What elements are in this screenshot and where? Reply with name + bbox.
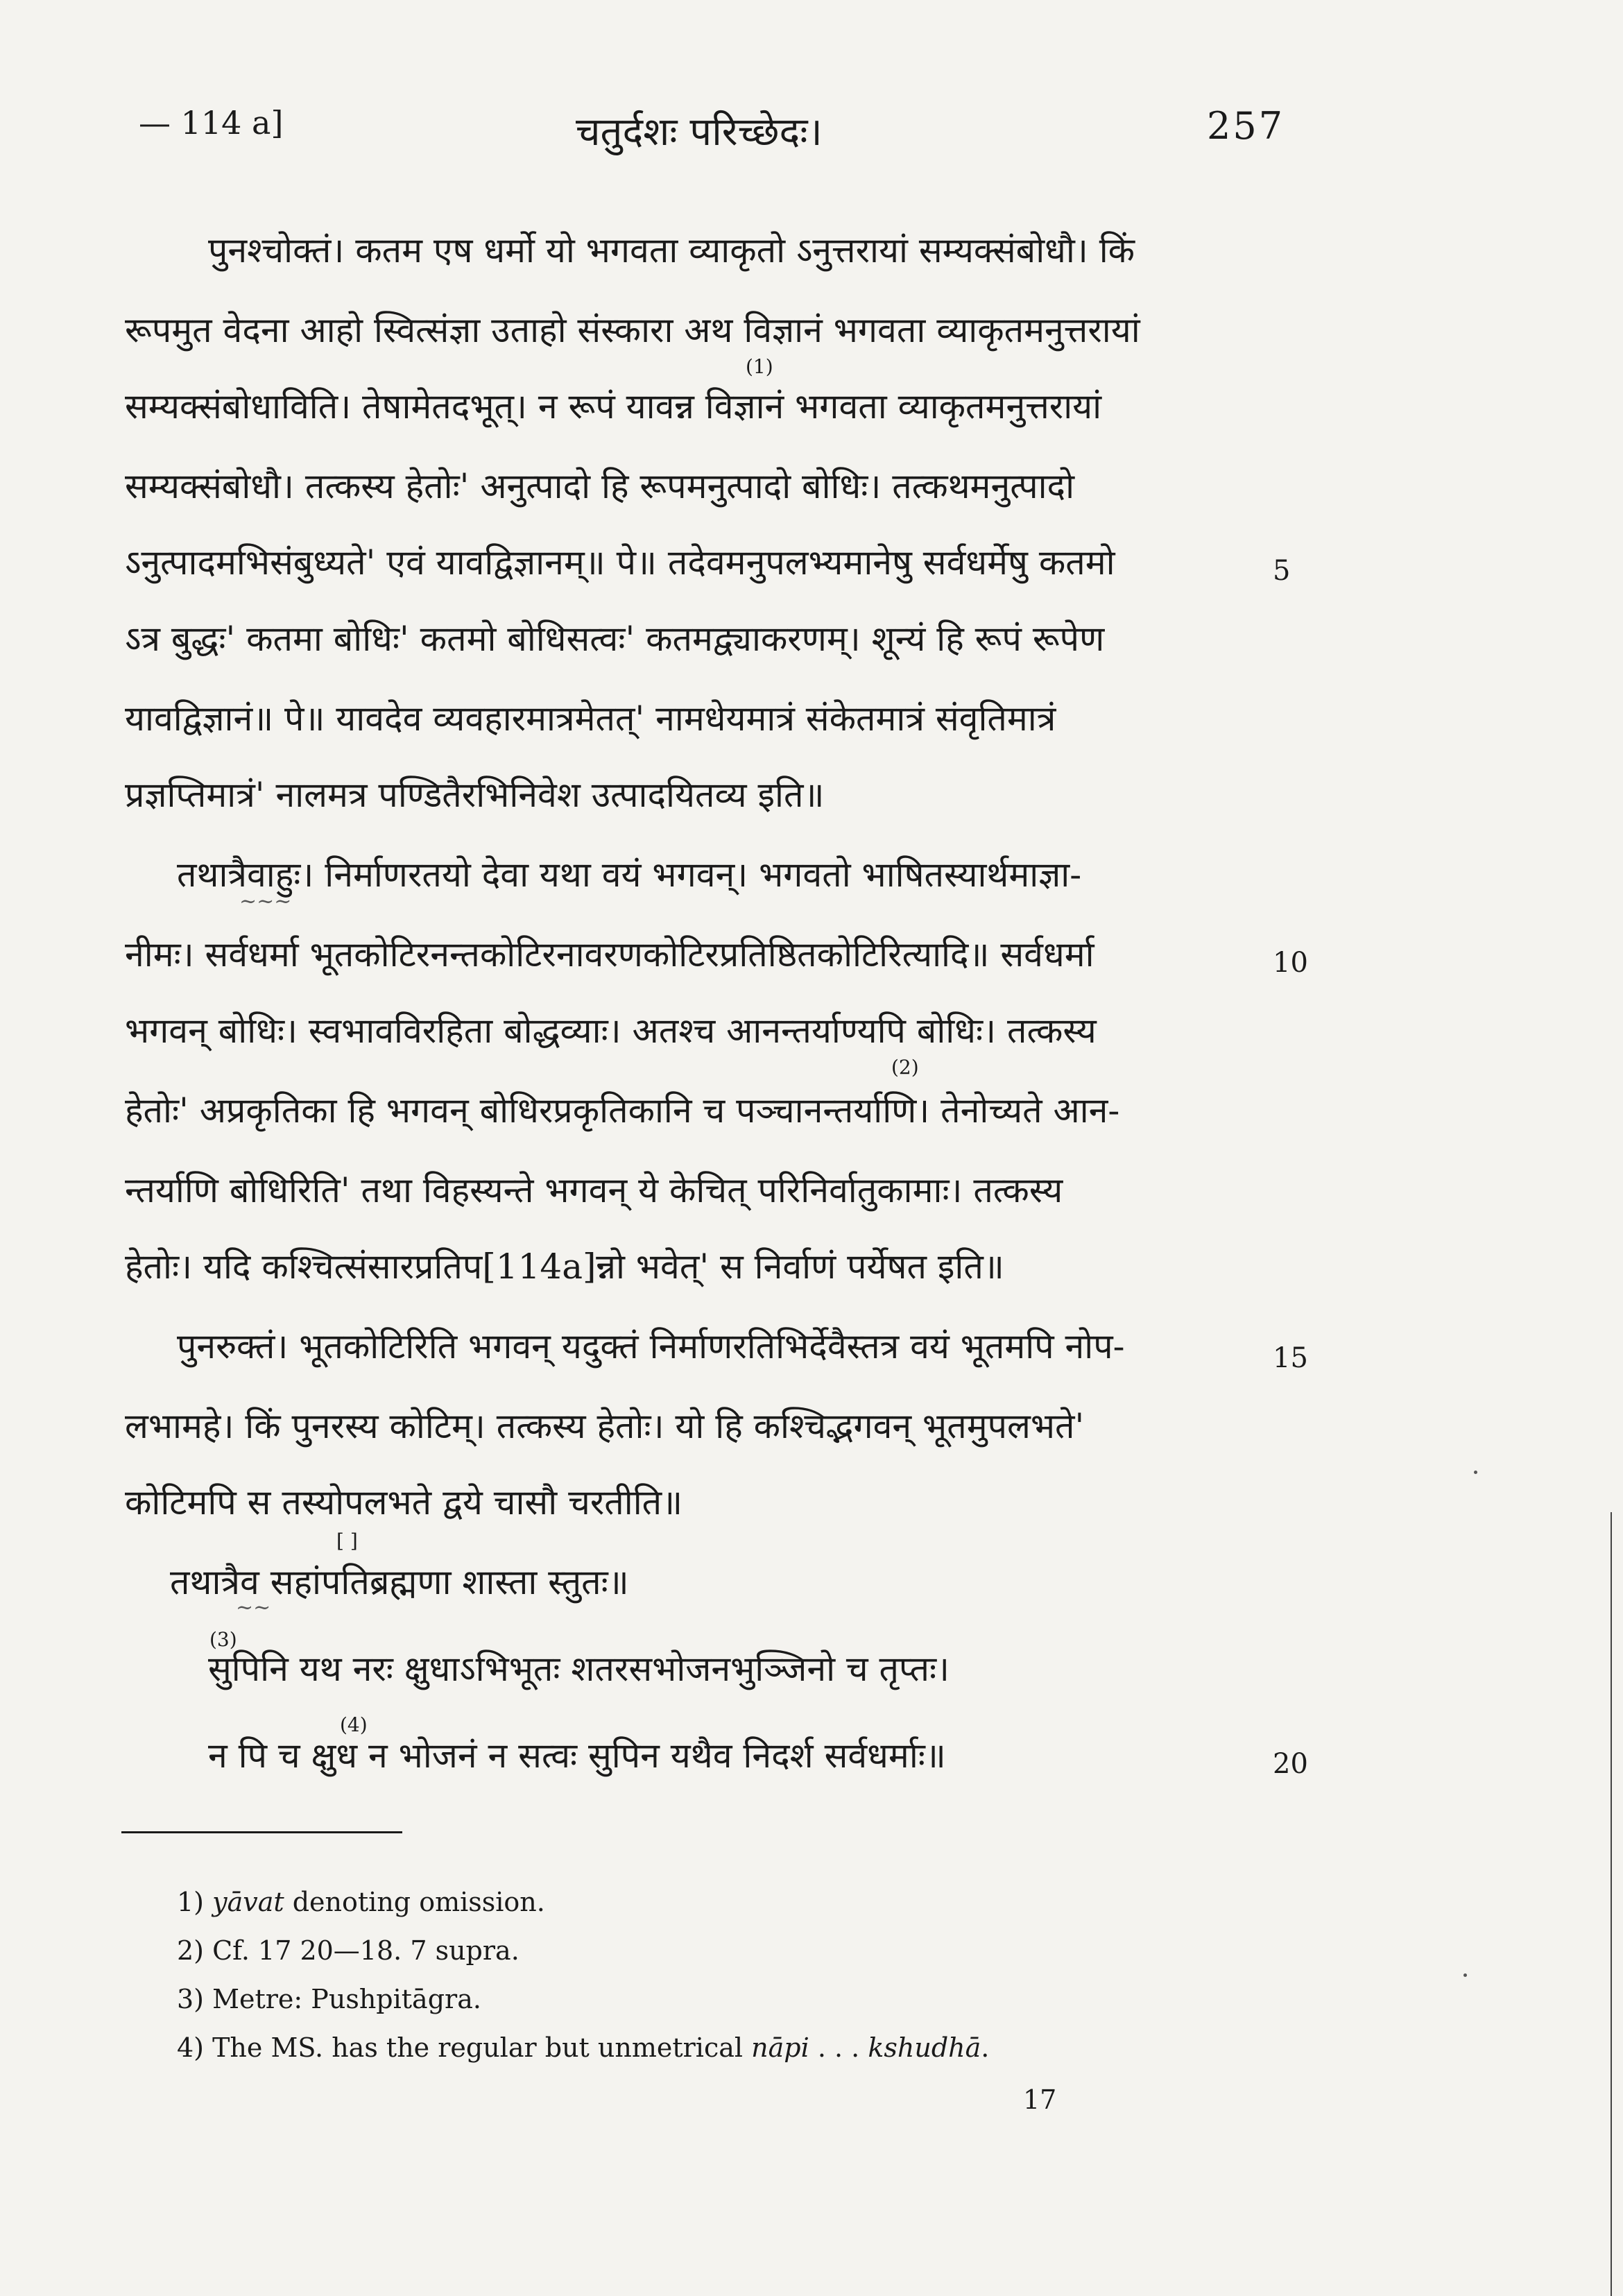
- text-line-8: प्रज्ञप्तिमात्रं' नालमत्र पण्डितैरभिनिवेश उत्पादयितव्य इति॥: [125, 775, 825, 815]
- wavy-mark: ~~: [236, 1595, 271, 1620]
- text-line-14: हेतोः। यदि कश्चित्संसारप्रतिप[114a]न्नो भवेत्' स निर्वाणं पर्येषत इति॥: [125, 1246, 1004, 1287]
- scan-speck: [1474, 1471, 1477, 1474]
- footnote-1: [177, 1887, 545, 1917]
- footnote-4-term-2: kshudhā: [868, 2032, 981, 2063]
- footnote-2: 2) Cf. 17 20—18. 7 supra.: [177, 1935, 519, 1966]
- scan-edge-line: [1611, 1512, 1612, 2296]
- footnote-4-text: 4) The MS. has the regular but unmetrical: [177, 2032, 744, 2063]
- line-number-15: 15: [1273, 1342, 1308, 1374]
- text-line-11: भगवन् बोधिः। स्वभावविरहिता बोद्धव्याः। अतश्च आनन्तर्याण्यपि बोधिः। तत्कस्य: [125, 1011, 1097, 1051]
- footnote-4-term-1: nāpi: [751, 2032, 809, 2063]
- header-page-number: 257: [1207, 104, 1285, 148]
- text-line-4: सम्यक्संबोधौ। तत्कस्य हेतोः' अनुत्पादो हि रूपमनुत्पादो बोधिः। तत्कथमनुत्पादो: [125, 466, 1075, 506]
- line-number-20: 20: [1273, 1748, 1308, 1780]
- footnote-4: [177, 2032, 989, 2063]
- footnote-1-text: denoting omission.: [292, 1887, 545, 1917]
- text-line-10: नीमः। सर्वधर्मा भूतकोटिरनन्तकोटिरनावरणकोटिरप्रतिष्ठितकोटिरित्यादि॥ सर्वधर्मा: [125, 934, 1094, 975]
- header-folio-ref: — 114 a]: [139, 104, 284, 142]
- footnote-4-period: .: [981, 2032, 990, 2063]
- superscript-1: (1): [746, 355, 773, 378]
- text-line-2: रूपमुत वेदना आहो स्वित्संज्ञा उताहो संस्कारा अथ विज्ञानं भगवता व्याकृतमनुत्तरायां: [125, 310, 1140, 350]
- signature-mark: 17: [1023, 2084, 1057, 2115]
- superscript-4: (4): [340, 1713, 368, 1736]
- text-line-13: न्तर्याणि बोधिरिति' तथा विहस्यन्ते भगवन् ये केचित् परिनिर्वातुकामाः। तत्कस्य: [125, 1170, 1063, 1210]
- text-line-18: तथात्रैव सहांपतिब्रह्मणा शास्ता स्तुतः॥: [170, 1562, 629, 1602]
- verse-line-2: न पि च क्षुध न भोजनं न सत्वः सुपिन यथैव निदर्श सर्वधर्माः॥: [208, 1736, 946, 1776]
- text-line-17: कोटिमपि स तस्योपलभते द्वये चासौ चरतीति॥: [125, 1482, 683, 1523]
- text-line-7: यावद्विज्ञानं॥ पे॥ यावदेव व्यवहारमात्रमेतत्' नामधेयमात्रं संकेतमात्रं संवृतिमात्रं: [125, 699, 1056, 739]
- text-line-12: हेतोः' अप्रकृतिका हि भगवन् बोधिरप्रकृतिकानि च पञ्चानन्तर्याणि। तेनोच्यते आन-: [125, 1090, 1120, 1131]
- text-line-9: तथात्रैवाहुः। निर्माणरतयो देवा यथा वयं भगवन्। भगवतो भाषितस्यार्थमाज्ञा-: [177, 855, 1082, 895]
- text-line-6: ऽत्र बुद्धः' कतमा बोधिः' कतमो बोधिसत्वः' कतमद्व्याकरणम्। शून्यं हि रूपं रूपेण: [125, 619, 1105, 659]
- text-line-15: पुनरुक्तं। भूतकोटिरिति भगवन् यदुक्तं निर्माणरतिभिर्देवैस्तत्र वयं भूतमपि नोप-: [177, 1326, 1125, 1367]
- footnote-rule: [121, 1831, 402, 1833]
- header-chapter-title: चतुर्दशः परिच्छेदः।: [576, 110, 823, 155]
- superscript-2: (2): [891, 1056, 919, 1079]
- footnote-4-ellipsis: . . .: [817, 2032, 860, 2063]
- wavy-mark: ~~~: [239, 889, 292, 914]
- text-line-5: ऽनुत्पादमभिसंबुध्यते' एवं यावद्विज्ञानम्॥ पे॥ तदेवमनुपलभ्यमानेषु सर्वधर्मेषु कतमो: [125, 542, 1115, 583]
- line-number-10: 10: [1273, 947, 1308, 979]
- verse-line-1: सुपिनि यथ नरः क्षुधाऽभिभूतः शतरसभोजनभुञ्जिनो च तृप्तः।: [208, 1649, 950, 1689]
- footnote-3: 3) Metre: Pushpitāgra.: [177, 1984, 481, 2014]
- superscript-bracket: [ ]: [336, 1530, 358, 1552]
- text-line-1: पुनश्चोक्तं। कतम एष धर्मो यो भगवता व्याकृतो ऽनुत्तरायां सम्यक्संबोधौ। किं: [208, 230, 1135, 271]
- scan-speck: [1463, 1973, 1467, 1977]
- footnote-1-term: yāvat: [212, 1887, 284, 1917]
- line-number-5: 5: [1273, 555, 1291, 587]
- superscript-3: (3): [209, 1628, 237, 1651]
- text-line-16: लभामहे। किं पुनरस्य कोटिम्। तत्कस्य हेतोः। यो हि कश्चिद्भगवन् भूतमुपलभते': [125, 1406, 1085, 1446]
- footnote-1-number: 1): [177, 1887, 205, 1917]
- text-line-3: सम्यक्संबोधाविति। तेषामेतदभूत्। न रूपं यावन्न विज्ञानं भगवता व्याकृतमनुत्तरायां: [125, 386, 1102, 427]
